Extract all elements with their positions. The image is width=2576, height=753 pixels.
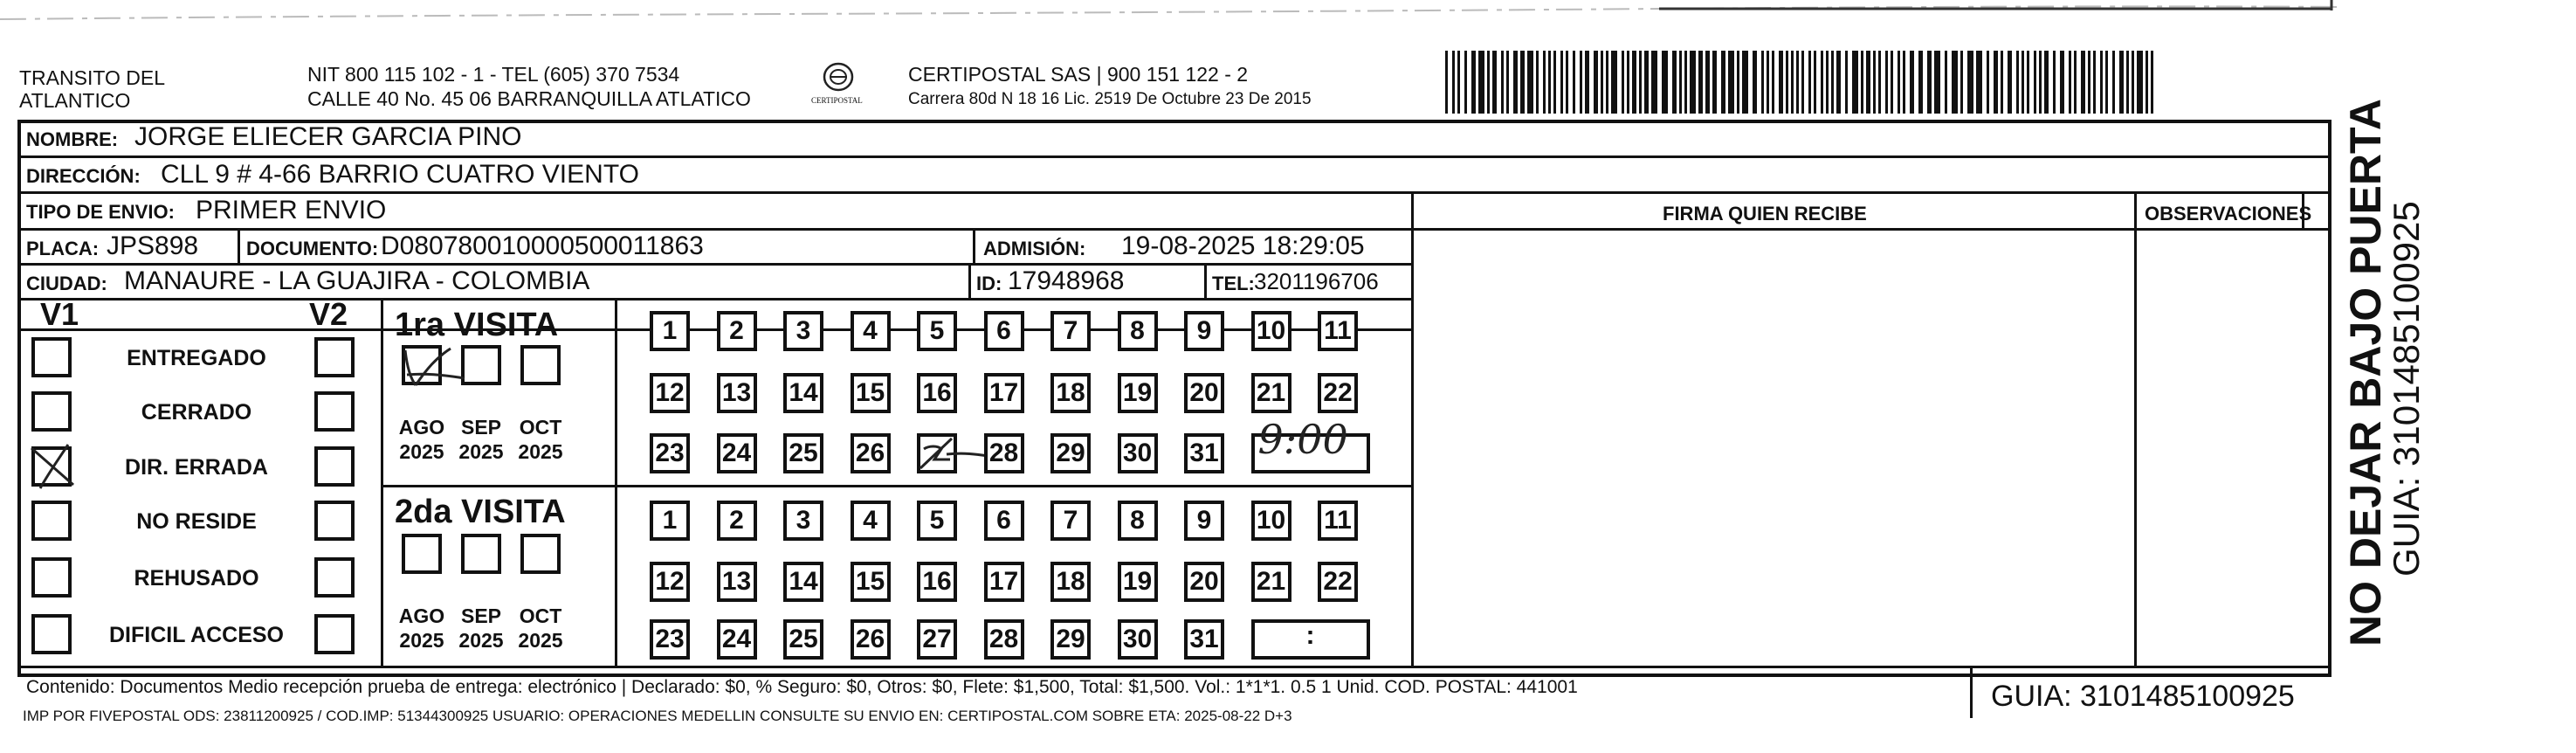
status-label-dificil-acceso: DIFICIL ACCESO bbox=[108, 623, 284, 647]
visit2-day-16[interactable]: 16 bbox=[917, 562, 957, 602]
status-label-entregado: ENTREGADO bbox=[127, 346, 266, 370]
sender-contact bbox=[307, 63, 751, 111]
ciudad-value: MANAURE - LA GUAJIRA - COLOMBIA bbox=[124, 266, 590, 295]
visit2-day-18[interactable]: 18 bbox=[1050, 562, 1091, 602]
visit2-day-29[interactable]: 29 bbox=[1050, 619, 1091, 660]
visit1-day-8[interactable]: 8 bbox=[1118, 311, 1158, 351]
visit1-day-22[interactable]: 22 bbox=[1318, 373, 1358, 413]
visit2-day-31[interactable]: 31 bbox=[1184, 619, 1224, 660]
admision-value: 19-08-2025 18:29:05 bbox=[1121, 231, 1365, 260]
ciudad-label: CIUDAD: bbox=[26, 273, 107, 294]
nit-line: NIT 800 115 102 - 1 - TEL (605) 370 7534 bbox=[307, 63, 680, 86]
nombre-label: NOMBRE: bbox=[26, 128, 119, 150]
handwritten-month-check bbox=[389, 340, 468, 392]
v1-checkbox-rehusado[interactable] bbox=[31, 557, 72, 598]
content-line: Contenido: Documentos Medio recepción prueba de entrega: electrónico | Declarado: $0, % Seguro: $0, Otros: $0, Flete: $1,500, Total: $1,500. Vol.: 1*1*1. 0.5 1 Unid. COD. POSTAL: 441001 bbox=[26, 677, 1578, 697]
visit1-day-25[interactable]: 25 bbox=[783, 433, 823, 473]
license-line: Carrera 80d N 18 16 Lic. 2519 De Octubre 23 De 2015 bbox=[908, 90, 1312, 108]
shipment-form bbox=[17, 120, 2331, 713]
v2-checkbox-dir-errada[interactable] bbox=[314, 446, 355, 487]
visit2-month-box-sep[interactable] bbox=[461, 534, 501, 574]
side-warning: NO DEJAR BAJO PUERTA bbox=[2341, 99, 2390, 646]
visit2-day-12[interactable]: 12 bbox=[650, 562, 690, 602]
v2-checkbox-dificil-acceso[interactable] bbox=[314, 614, 355, 654]
visit1-month-box-oct[interactable] bbox=[520, 345, 561, 385]
visit2-day-22[interactable]: 22 bbox=[1318, 562, 1358, 602]
visit1-day-31[interactable]: 31 bbox=[1184, 433, 1224, 473]
sender-line-2: ATLANTICO bbox=[19, 89, 131, 113]
visit2-month-label-sep: SEP 2025 bbox=[458, 604, 504, 652]
first-visit-title: 1ra VISITA bbox=[395, 307, 559, 343]
visit1-day-7[interactable]: 7 bbox=[1050, 311, 1091, 351]
visit2-day-19[interactable]: 19 bbox=[1118, 562, 1158, 602]
visit1-day-14[interactable]: 14 bbox=[783, 373, 823, 413]
barcode-icon bbox=[1445, 51, 2157, 114]
visit1-day-21[interactable]: 21 bbox=[1251, 373, 1291, 413]
firma-label: FIRMA QUIEN RECIBE bbox=[1663, 203, 1867, 225]
visit1-day-5[interactable]: 5 bbox=[917, 311, 957, 351]
visit1-day-30[interactable]: 30 bbox=[1118, 433, 1158, 473]
placa-value: JPS898 bbox=[107, 231, 199, 260]
handwritten-time: 9:00 bbox=[1257, 416, 1348, 463]
visit1-day-11[interactable]: 11 bbox=[1318, 311, 1358, 351]
status-label-cerrado: CERRADO bbox=[141, 400, 252, 425]
visit2-day-23[interactable]: 23 bbox=[650, 619, 690, 660]
visit1-day-28[interactable]: 28 bbox=[984, 433, 1024, 473]
tipo-envio-label: TIPO DE ENVIO: bbox=[26, 201, 175, 223]
second-visit-title: 2da VISITA bbox=[395, 494, 566, 530]
visit2-day-9[interactable]: 9 bbox=[1184, 501, 1224, 541]
direccion-value: CLL 9 # 4-66 BARRIO CUATRO VIENTO bbox=[161, 160, 639, 189]
v1-checkbox-entregado[interactable] bbox=[31, 337, 72, 377]
guia-box: GUIA: 3101485100925 bbox=[1991, 680, 2295, 713]
visit2-day-25[interactable]: 25 bbox=[783, 619, 823, 660]
v2-checkbox-rehusado[interactable] bbox=[314, 557, 355, 598]
visit1-month-label-sep: SEP 2025 bbox=[458, 416, 504, 463]
visit2-day-20[interactable]: 20 bbox=[1184, 562, 1224, 602]
visit2-day-6[interactable]: 6 bbox=[984, 501, 1024, 541]
visit2-day-7[interactable]: 7 bbox=[1050, 501, 1091, 541]
v1-checkbox-no-reside[interactable] bbox=[31, 501, 72, 541]
visit1-day-3[interactable]: 3 bbox=[783, 311, 823, 351]
visit1-day-29[interactable]: 29 bbox=[1050, 433, 1091, 473]
documento-value: D080780010000500011863 bbox=[381, 231, 704, 260]
v2-checkbox-cerrado[interactable] bbox=[314, 391, 355, 432]
visit2-day-30[interactable]: 30 bbox=[1118, 619, 1158, 660]
sender-name bbox=[19, 66, 165, 113]
nombre-value: JORGE ELIECER GARCIA PINO bbox=[134, 122, 522, 151]
visit2-month-box-ago[interactable] bbox=[402, 534, 442, 574]
status-label-rehusado: REHUSADO bbox=[134, 566, 259, 591]
visit2-day-26[interactable]: 26 bbox=[851, 619, 891, 660]
id-value: 17948968 bbox=[1008, 266, 1125, 295]
tel-label: TEL: bbox=[1212, 273, 1255, 294]
handwritten-day-mark bbox=[912, 430, 990, 479]
v2-checkbox-no-reside[interactable] bbox=[314, 501, 355, 541]
visit1-day-17[interactable]: 17 bbox=[984, 373, 1024, 413]
visit2-day-21[interactable]: 21 bbox=[1251, 562, 1291, 602]
visit1-day-23[interactable]: 23 bbox=[650, 433, 690, 473]
visit2-day-13[interactable]: 13 bbox=[717, 562, 757, 602]
visit1-day-20[interactable]: 20 bbox=[1184, 373, 1224, 413]
visit1-month-label-ago: AGO 2025 bbox=[398, 416, 445, 463]
visit1-day-12[interactable]: 12 bbox=[650, 373, 690, 413]
visit2-day-10[interactable]: 10 bbox=[1251, 501, 1291, 541]
v1-checkbox-dificil-acceso[interactable] bbox=[31, 614, 72, 654]
visit1-day-1[interactable]: 1 bbox=[650, 311, 690, 351]
visit2-month-label-ago: AGO 2025 bbox=[398, 604, 445, 652]
visit2-month-label-oct: OCT 2025 bbox=[518, 604, 563, 652]
visit1-day-15[interactable]: 15 bbox=[851, 373, 891, 413]
direccion-label: DIRECCIÓN: bbox=[26, 165, 141, 187]
visit1-day-26[interactable]: 26 bbox=[851, 433, 891, 473]
visit1-day-4[interactable]: 4 bbox=[851, 311, 891, 351]
imp-line: IMP POR FIVEPOSTAL ODS: 23811200925 / COD.IMP: 51344300925 USUARIO: OPERACIONES MEDELLIN CONSULTE SU ENVIO EN: CERTIPOSTAL.COM SOBRE ETA: 2025-08-22 D+3 bbox=[23, 708, 1292, 724]
documento-label: DOCUMENTO: bbox=[246, 238, 379, 259]
side-guia: GUIA: 3101485100925 bbox=[2386, 201, 2427, 577]
visit2-day-5[interactable]: 5 bbox=[917, 501, 957, 541]
visit2-day-14[interactable]: 14 bbox=[783, 562, 823, 602]
address-line: CALLE 40 No. 45 06 BARRANQUILLA ATLATICO bbox=[307, 87, 751, 111]
visit1-day-24[interactable]: 24 bbox=[717, 433, 757, 473]
v2-label: V2 bbox=[309, 296, 348, 332]
visit1-day-18[interactable]: 18 bbox=[1050, 373, 1091, 413]
status-label-dir-errada: DIR. ERRADA bbox=[125, 455, 268, 480]
visit2-day-8[interactable]: 8 bbox=[1118, 501, 1158, 541]
admision-label: ADMISIÓN: bbox=[983, 238, 1086, 259]
observaciones-label: OBSERVACIONES bbox=[2145, 203, 2312, 225]
visit2-day-4[interactable]: 4 bbox=[851, 501, 891, 541]
v1-label: V1 bbox=[40, 296, 79, 332]
visit2-day-1[interactable]: 1 bbox=[650, 501, 690, 541]
visit1-day-13[interactable]: 13 bbox=[717, 373, 757, 413]
visit2-day-2[interactable]: 2 bbox=[717, 501, 757, 541]
placa-label: PLACA: bbox=[26, 238, 100, 259]
logo-text: CERTIPOSTAL bbox=[811, 96, 863, 105]
visit1-day-10[interactable]: 10 bbox=[1251, 311, 1291, 351]
courier-line: CERTIPOSTAL SAS | 900 151 122 - 2 bbox=[908, 63, 1249, 86]
status-label-no-reside: NO RESIDE bbox=[136, 509, 257, 534]
scan-artifact bbox=[0, 0, 2576, 23]
v2-checkbox-entregado[interactable] bbox=[314, 337, 355, 377]
handwritten-check-mark bbox=[26, 441, 82, 494]
tel-value: 3201196706 bbox=[1254, 268, 1379, 294]
visit2-month-box-oct[interactable] bbox=[520, 534, 561, 574]
tipo-envio-value: PRIMER ENVIO bbox=[196, 196, 387, 225]
visit2-time-placeholder: : bbox=[1305, 621, 1315, 650]
visit1-month-label-oct: OCT 2025 bbox=[518, 416, 563, 463]
sender-line-1: TRANSITO DEL bbox=[19, 66, 165, 89]
id-label: ID: bbox=[976, 273, 1002, 294]
certipostal-logo bbox=[811, 59, 863, 112]
visit1-day-9[interactable]: 9 bbox=[1184, 311, 1224, 351]
visit1-day-19[interactable]: 19 bbox=[1118, 373, 1158, 413]
visit2-day-15[interactable]: 15 bbox=[851, 562, 891, 602]
visit1-day-2[interactable]: 2 bbox=[717, 311, 757, 351]
visit2-day-3[interactable]: 3 bbox=[783, 501, 823, 541]
visit2-day-24[interactable]: 24 bbox=[717, 619, 757, 660]
visit1-day-16[interactable]: 16 bbox=[917, 373, 957, 413]
visit2-day-28[interactable]: 28 bbox=[984, 619, 1024, 660]
visit2-day-17[interactable]: 17 bbox=[984, 562, 1024, 602]
v1-checkbox-cerrado[interactable] bbox=[31, 391, 72, 432]
visit2-day-27[interactable]: 27 bbox=[917, 619, 957, 660]
visit2-day-11[interactable]: 11 bbox=[1318, 501, 1358, 541]
visit1-day-6[interactable]: 6 bbox=[984, 311, 1024, 351]
